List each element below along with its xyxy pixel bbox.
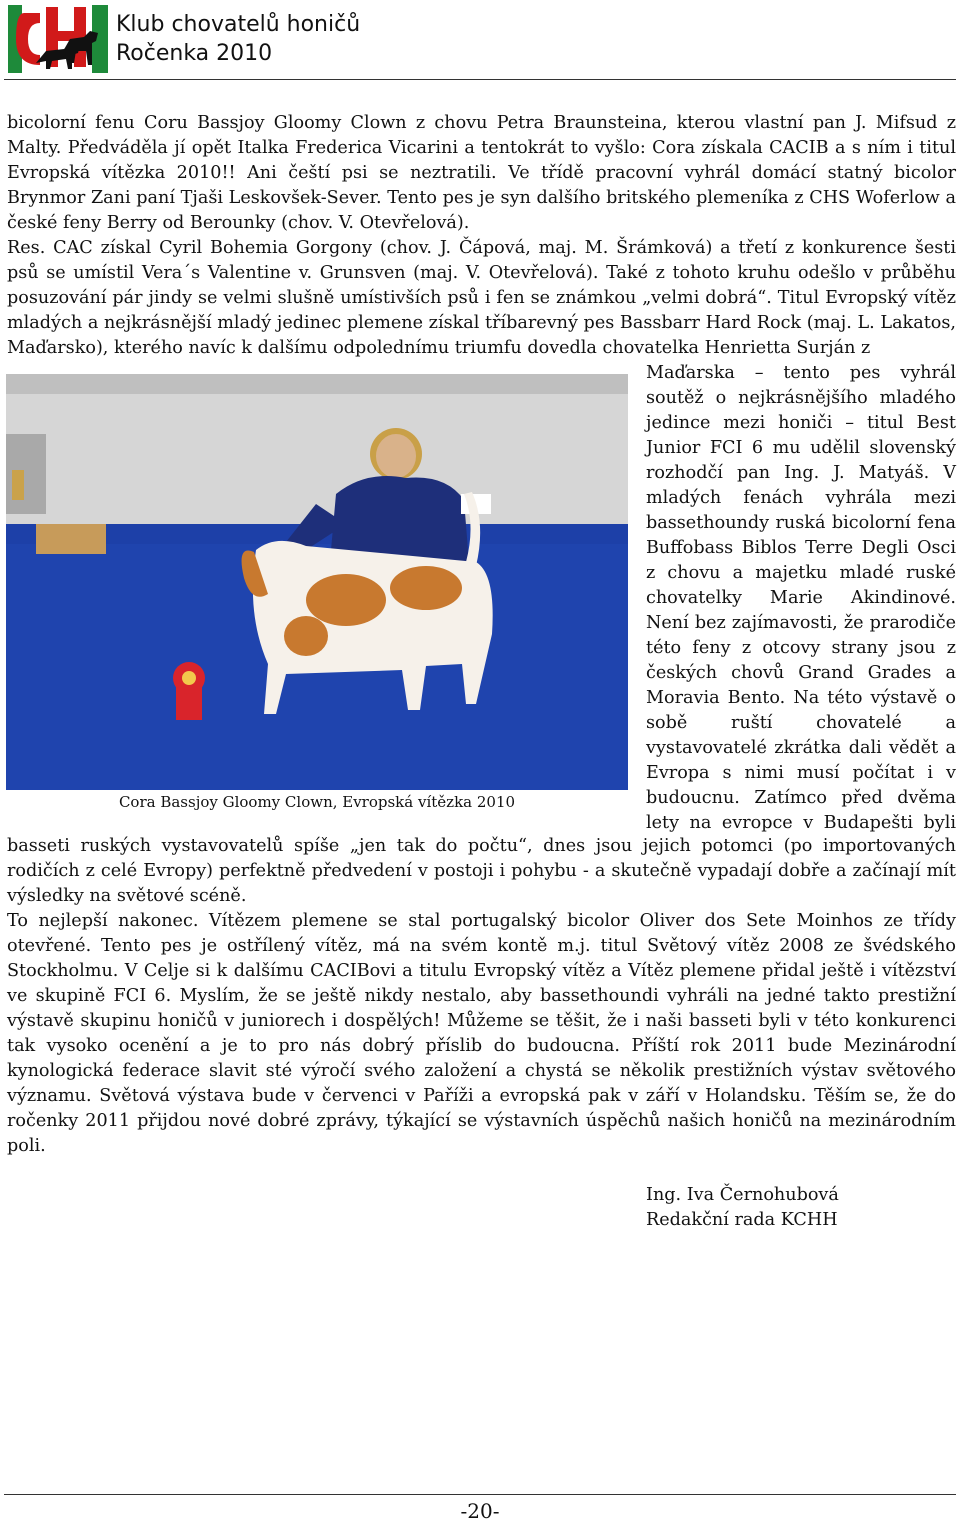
page-header [0,0,960,80]
author-role: Redakční rada KCHH [646,1210,838,1230]
footer-divider [4,1494,956,1495]
article-top [7,111,956,361]
header-title [116,10,360,68]
paragraph-2: Res. CAC získal Cyril Bohemia Gorgony (chov. J. Čápová, maj. M. Šrámková) a třetí z konkurence šesti psů se umístil Vera´s Valentine v. Grunsven (maj. V. Otevřelová). Také z tohoto kruhu odešlo v průběhu posuzování pár jindy se velmi slušně umístivších psů i fen se známkou „velmi dobrá“. Titul Evropský vítěz mladých a nejkrásnější mladý jedinec plemene získal tříbarevný pes Bassbarr Hard Rock (maj. L. Lakatos, Maďarsko), kterého navíc k dalšímu odpolednímu triumfu dovedla chovatelka Henrietta Surján z [7,238,956,358]
page-number: -20- [460,1499,500,1523]
photo-caption: Cora Bassjoy Gloomy Clown, Evropská vítězka 2010 [118,793,516,811]
basset-hound-photo-icon [6,374,628,790]
two-dogs-logo-icon [6,3,110,75]
author-name: Ing. Iva Černohubová [646,1185,839,1205]
header-club-name: Klub chovatelů honičů [116,12,361,37]
paragraph-3: basseti ruských vystavovatelů spíše „jen tak do počtu“, dnes jsou jejich potomci (po importovaných rodičích z celé Evropy) perfektně předvedení v postoji i pohybu - a skutečně vypadají dobře a začínají mít výsledky na světové scéně. [7,836,956,906]
article-right-column [646,361,956,836]
article-bottom [7,834,956,1159]
paragraph-4: To nejlepší nakonec. Vítězem plemene se stal portugalský bicolor Oliver dos Sete Moinhos ze třídy otevřené. Tento pes je ostřílený vítěz, má na svém kontě m.j. titul Světový vítěz 2008 ze švédského Stockholmu. V Celje si k dalšímu CACIBovi a titulu Evropský vítěz a Vítěz plemene přidal ještě i vítězství ve skupině FCI 6. Myslím, že se ještě nikdy nestalo, aby bassethoundi vyhráli na jedné takto prestižní výstavě skupinu honičů v juniorech i dospělých! Můžeme se těšit, že i naši basseti byli v této konkurenci tak vysoko ocenění a je to pro nás dobrý příslib do budoucna. Příští rok 2011 bude Mezinárodní kynologická federace slavit sté výročí svého založení a chystá se několik prestižních výstav světového významu. Světová výstava bude v červenci v Paříži a evropská pak v září v Holandsku. Těším se, že do ročenky 2011 přijdou nové dobré zprávy, týkající se výstavních úspěchů našich honičů na mezinárodním poli. [7,911,956,1156]
right-column-text: Maďarska – tento pes vyhrál soutěž o nejkrásnějšího mladého jedince mezi honiči – titul Best Junior FCI 6 mu udělil slovenský rozhodčí pan Ing. J. Matyáš. V mladých fenách vyhrála mezi bassethoundy ruská bicolorní fena Buffobass Biblos Terre Degli Osci z chovu a majetku mladé ruské chovatelky Marie Akindinové. Není bez zajímavosti, že prarodiče této feny z otcovy strany jsou z českých chovů Grand Grades a Moravia Bento. Na této výstavě o sobě ruští chovatelé a vystavovatelé zkrátka dali vědět a Evropa s nimi musí počítat i v budoucnu. Zatímco před dvěma lety na evropce v Budapešti byli [646,363,956,833]
header-divider [4,79,956,80]
dog-show-photo [6,374,628,790]
signature-block [646,1183,839,1233]
paragraph-1: bicolorní fenu Coru Bassjoy Gloomy Clown z chovu Petra Braunsteina, kterou vlastní pan J. Mifsud z Malty. Předváděla jí opět Italka Frederica Vicarini a tentokrát to vyšlo: Cora získala CACIB a s ním i titul Evropská vítězka 2010!! Ani čeští psi se neztratili. Ve třídě pracovní vyhrál domácí statný bicolor Brynmor Zani paní Tjaši Leskovšek-Sever. Tento pes je syn dalšího britského plemeníka z CHS Woferlow a české feny Berry od Berounky (chov. V. Otevřelová). [7,113,956,233]
header-yearbook: Ročenka 2010 [116,41,273,66]
club-logo [6,3,110,75]
